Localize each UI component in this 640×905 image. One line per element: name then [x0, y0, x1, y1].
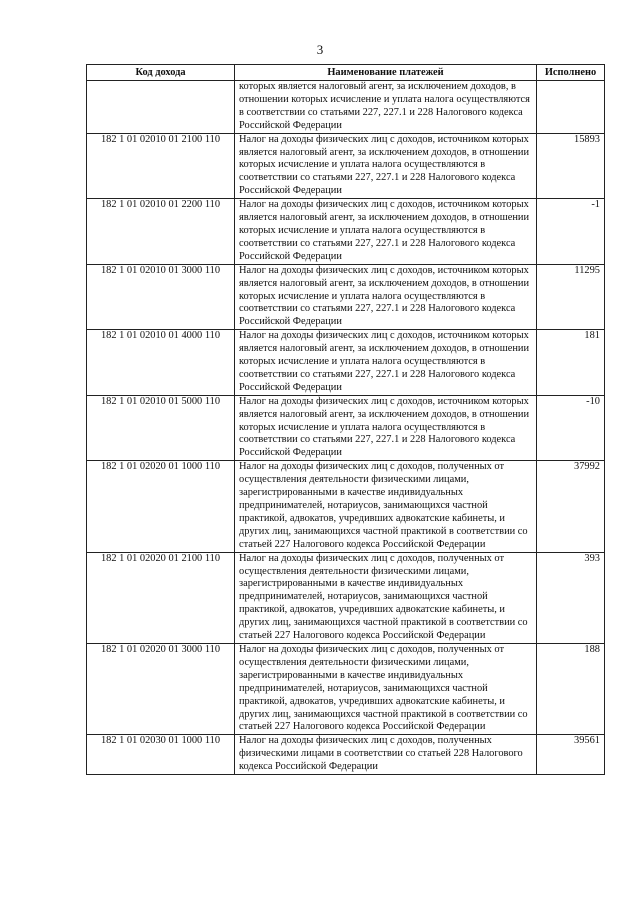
cell-amount: 393 [537, 552, 605, 643]
table-row [87, 264, 605, 330]
table-row [87, 395, 605, 461]
cell-code: 182 1 01 02030 01 1000 110 [87, 735, 235, 775]
cell-code: 182 1 01 02020 01 1000 110 [87, 461, 235, 552]
income-table [86, 64, 605, 775]
header-executed: Исполнено [537, 65, 605, 81]
cell-code: 182 1 01 02010 01 2200 110 [87, 199, 235, 265]
cell-code: 182 1 01 02010 01 5000 110 [87, 395, 235, 461]
table-header-row [87, 65, 605, 81]
table-row-continuation [87, 81, 605, 134]
cell-name: Налог на доходы физических лиц с доходов, полученных физическими лицами в соответствии со статьей 228 Налогового кодекса Российской Федерации [235, 735, 537, 775]
cell-amount: -1 [537, 199, 605, 265]
cell-amount: 15893 [537, 133, 605, 199]
page-number: 3 [316, 42, 324, 57]
cell-amount: 11295 [537, 264, 605, 330]
cell-amount: 37992 [537, 461, 605, 552]
cell-name: Налог на доходы физических лиц с доходов, источником которых является налоговый агент, за исключением доходов, в отношении которых исчисление и уплата налога осуществляются в соответствии со статьями 227, 227.1 и 228 Налогового кодекса Российской Федерации [235, 395, 537, 461]
cell-code: 182 1 01 02010 01 4000 110 [87, 330, 235, 396]
cell-code [87, 81, 235, 134]
cell-amount: -10 [537, 395, 605, 461]
cell-code: 182 1 01 02020 01 3000 110 [87, 643, 235, 734]
cell-name: Налог на доходы физических лиц с доходов, источником которых является налоговый агент, за исключением доходов, в отношении которых исчисление и уплата налога осуществляются в соответствии со статьями 227, 227.1 и 228 Налогового кодекса Российской Федерации [235, 133, 537, 199]
table-row [87, 330, 605, 396]
cell-name: Налог на доходы физических лиц с доходов, полученных от осуществления деятельности физическими лицами, зарегистрированными в качестве индивидуальных предпринимателей, нотариусов, занимающихся частной практикой, адвокатов, учредивших адвокатские кабинеты, и других лиц, занимающихся частной практикой в соответствии со статьей 227 Налогового кодекса Российской Федерации [235, 552, 537, 643]
table-row [87, 735, 605, 775]
cell-name: Налог на доходы физических лиц с доходов, источником которых является налоговый агент, за исключением доходов, в отношении которых исчисление и уплата налога осуществляются в соответствии со статьями 227, 227.1 и 228 Налогового кодекса Российской Федерации [235, 264, 537, 330]
cell-code: 182 1 01 02010 01 2100 110 [87, 133, 235, 199]
table-row [87, 461, 605, 552]
cell-name: которых является налоговый агент, за исключением доходов, в отношении которых исчисление и уплата налога осуществляются в соответствии со статьями 227, 227.1 и 228 Налогового кодекса Российской Федерации [235, 81, 537, 134]
table-row [87, 643, 605, 734]
cell-amount [537, 81, 605, 134]
cell-amount: 39561 [537, 735, 605, 775]
header-payment-name: Наименование платежей [235, 65, 537, 81]
cell-amount: 181 [537, 330, 605, 396]
table-row [87, 199, 605, 265]
cell-name: Налог на доходы физических лиц с доходов, полученных от осуществления деятельности физическими лицами, зарегистрированными в качестве индивидуальных предпринимателей, нотариусов, занимающихся частной практикой, адвокатов, учредивших адвокатские кабинеты, и других лиц, занимающихся частной практикой в соответствии со статьей 227 Налогового кодекса Российской Федерации [235, 643, 537, 734]
cell-name: Налог на доходы физических лиц с доходов, источником которых является налоговый агент, за исключением доходов, в отношении которых исчисление и уплата налога осуществляются в соответствии со статьями 227, 227.1 и 228 Налогового кодекса Российской Федерации [235, 330, 537, 396]
table-row [87, 552, 605, 643]
header-income-code: Код дохода [87, 65, 235, 81]
cell-code: 182 1 01 02020 01 2100 110 [87, 552, 235, 643]
table-row [87, 133, 605, 199]
cell-name: Налог на доходы физических лиц с доходов, источником которых является налоговый агент, за исключением доходов, в отношении которых исчисление и уплата налога осуществляются в соответствии со статьями 227, 227.1 и 228 Налогового кодекса Российской Федерации [235, 199, 537, 265]
cell-name: Налог на доходы физических лиц с доходов, полученных от осуществления деятельности физическими лицами, зарегистрированными в качестве индивидуальных предпринимателей, нотариусов, занимающихся частной практикой, адвокатов, учредивших адвокатские кабинеты, и других лиц, занимающихся частной практикой в соответствии со статьей 227 Налогового кодекса Российской Федерации [235, 461, 537, 552]
cell-code: 182 1 01 02010 01 3000 110 [87, 264, 235, 330]
cell-amount: 188 [537, 643, 605, 734]
